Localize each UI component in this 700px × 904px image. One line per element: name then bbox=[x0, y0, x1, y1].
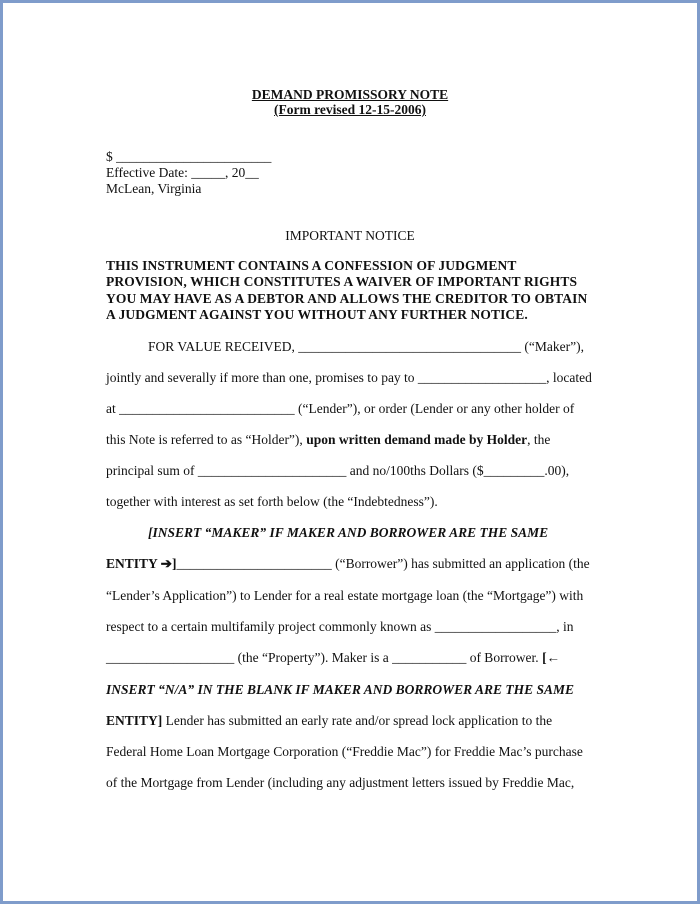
demand-clause: upon written demand made by Holder bbox=[306, 432, 528, 447]
paragraph-2-line-4 bbox=[106, 650, 560, 666]
insert-instruction-1: [INSERT “MAKER” IF MAKER AND BORROWER ARE THE SAME bbox=[148, 525, 549, 540]
paragraph-2-line-1-text: _______________________ (“Borrower”) has submitted an application (the bbox=[176, 556, 590, 571]
notice-line-4: A JUDGMENT AGAINST YOU WITHOUT ANY FURTHER NOTICE. bbox=[106, 307, 528, 322]
paragraph-3-line-3: of the Mortgage from Lender (including any adjustment letters issued by Freddie Mac, bbox=[106, 775, 575, 790]
line-4-text-c: , the bbox=[527, 432, 551, 447]
paragraph-2-line-4-text: ___________________ (the “Property”). Maker is a ___________ of Borrower. bbox=[106, 650, 543, 665]
notice-line-1: THIS INSTRUMENT CONTAINS A CONFESSION OF JUDGMENT bbox=[106, 258, 517, 273]
paragraph-1-line-1: FOR VALUE RECEIVED, _________________________________ (“Maker”), bbox=[148, 339, 584, 354]
paragraph-3-line-2: Federal Home Loan Mortgage Corporation (“Freddie Mac”) for Freddie Mac’s purchase bbox=[106, 744, 583, 759]
paragraph-2-line-2: “Lender’s Application”) to Lender for a real estate mortgage loan (the “Mortgage”) with bbox=[106, 588, 584, 603]
document-title: DEMAND PROMISSORY NOTE bbox=[251, 87, 449, 102]
amount-line: $ _______________________ bbox=[106, 149, 272, 164]
paragraph-1-line-4 bbox=[106, 432, 550, 448]
paragraph-1-line-5: principal sum of ______________________ and no/100ths Dollars ($_________.00), bbox=[106, 463, 570, 478]
effective-date: Effective Date: _____, 20__ bbox=[106, 165, 259, 180]
paragraph-2-line-3: respect to a certain multifamily project commonly known as __________________, in bbox=[106, 619, 574, 634]
paragraph-1-line-2: jointly and severally if more than one, promises to pay to ___________________, located bbox=[106, 370, 592, 385]
paragraph-1-line-3: at __________________________ (“Lender”), or order (Lender or any other holder of bbox=[106, 401, 575, 416]
paragraph-3-line-1 bbox=[106, 713, 552, 729]
entity-marker: ENTITY ➔] bbox=[106, 556, 177, 571]
entity-marker-2: ENTITY] bbox=[106, 713, 163, 728]
insert-bracket-arrow: [← bbox=[542, 650, 561, 665]
document-subtitle: (Form revised 12-15-2006) bbox=[274, 102, 426, 117]
document-page bbox=[3, 3, 697, 901]
notice-line-2: PROVISION, WHICH CONSTITUTES A WAIVER OF IMPORTANT RIGHTS bbox=[106, 274, 578, 289]
line-4-text-a: this Note is referred to as “Holder”), bbox=[106, 432, 307, 447]
location: McLean, Virginia bbox=[106, 181, 202, 196]
paragraph-2-line-1 bbox=[106, 556, 590, 572]
notice-line-3: YOU MAY HAVE AS A DEBTOR AND ALLOWS THE CREDITOR TO OBTAIN bbox=[106, 291, 588, 306]
insert-instruction-2: INSERT “N/A” IN THE BLANK IF MAKER AND BORROWER ARE THE SAME bbox=[106, 682, 575, 697]
paragraph-3-line-1-text: Lender has submitted an early rate and/or spread lock application to the bbox=[162, 713, 553, 728]
notice-heading: IMPORTANT NOTICE bbox=[285, 228, 415, 243]
paragraph-1-line-6: together with interest as set forth below (the “Indebtedness”). bbox=[106, 494, 438, 509]
